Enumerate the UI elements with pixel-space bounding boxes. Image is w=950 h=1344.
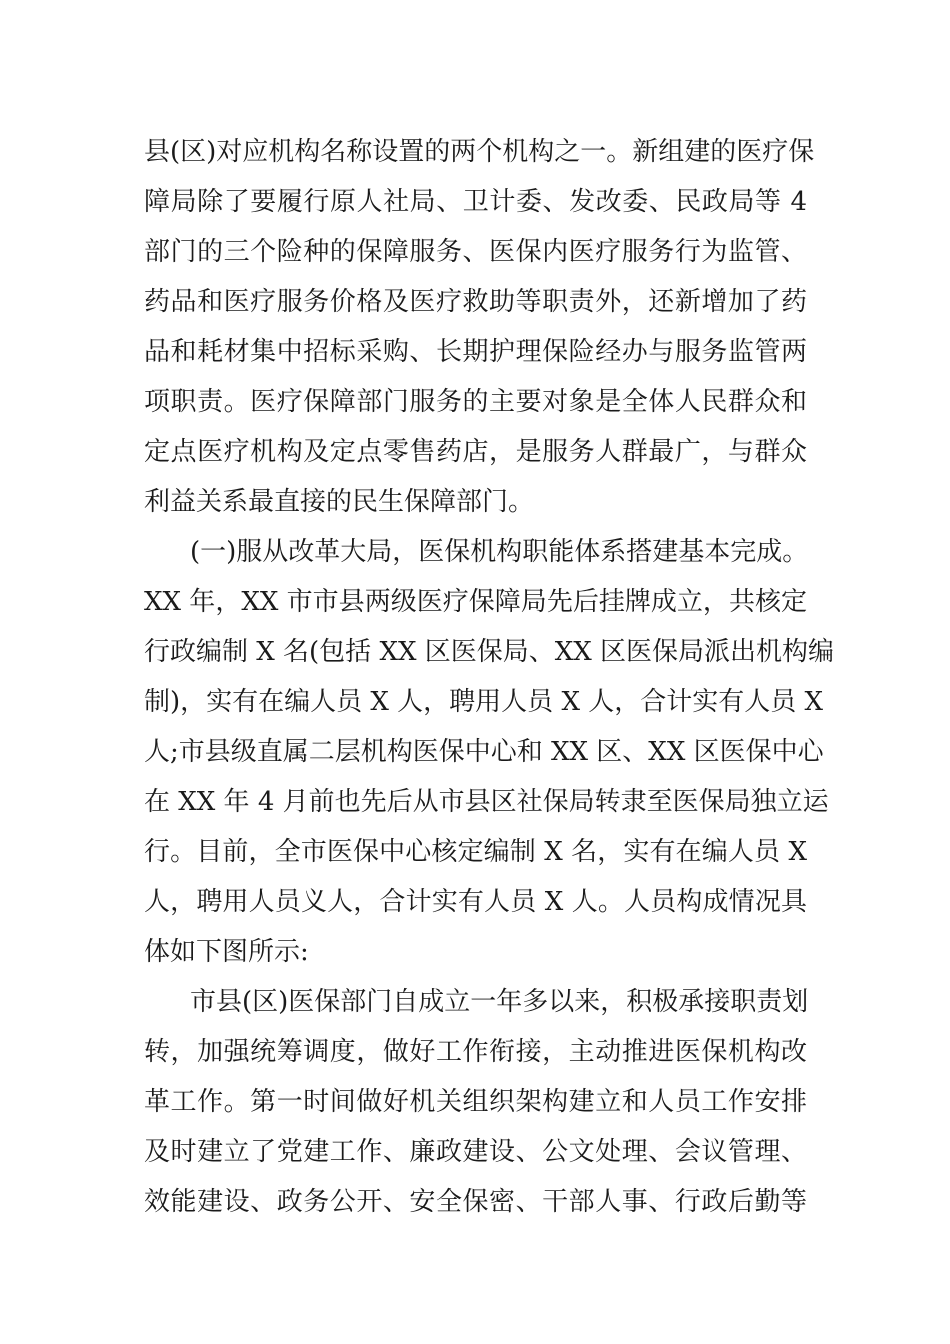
text-line: 制)，实有在编人员 X 人，聘用人员 X 人，合计实有人员 X	[144, 687, 823, 717]
text-line: 及时建立了党建工作、廉政建设、公文处理、会议管理、	[144, 1137, 807, 1167]
text-line: 人;市县级直属二层机构医保中心和 XX 区、XX 区医保中心	[144, 737, 824, 767]
text-line: 定点医疗机构及定点零售药店，是服务人群最广，与群众	[144, 437, 807, 467]
text-line: 品和耗材集中招标采购、长期护理保险经办与服务监管两	[144, 337, 807, 367]
text-line: 障局除了要履行原人社局、卫计委、发改委、民政局等 4	[144, 187, 807, 217]
text-line: 行政编制 X 名(包括 XX 区医保局、XX 区医保局派出机构编	[144, 637, 835, 667]
text-line: 项职责。医疗保障部门服务的主要对象是全体人民群众和	[144, 387, 807, 417]
text-line: 效能建设、政务公开、安全保密、干部人事、行政后勤等	[144, 1187, 807, 1217]
text-line: 行。目前，全市医保中心核定编制 X 名，实有在编人员 X	[144, 837, 807, 867]
text-line: 人，聘用人员义人，合计实有人员 X 人。人员构成情况具	[144, 887, 807, 917]
text-line: 在 XX 年 4 月前也先后从市县区社保局转隶至医保局独立运	[144, 787, 829, 817]
text-line: 市县(区)医保部门自成立一年多以来，积极承接职责划	[190, 987, 809, 1017]
text-line: 药品和医疗服务价格及医疗救助等职责外，还新增加了药	[144, 287, 807, 317]
text-line: 部门的三个险种的保障服务、医保内医疗服务行为监管、	[144, 237, 807, 267]
text-line: 县(区)对应机构名称设置的两个机构之一。新组建的医疗保	[144, 137, 815, 167]
text-line: 转，加强统筹调度，做好工作衔接，主动推进医保机构改	[144, 1037, 807, 1067]
text-line: XX 年，XX 市市县两级医疗保障局先后挂牌成立，共核定	[144, 587, 807, 617]
text-line: 革工作。第一时间做好机关组织架构建立和人员工作安排	[144, 1087, 807, 1117]
text-line: 利益关系最直接的民生保障部门。	[144, 487, 535, 517]
section-heading-line: (一)服从改革大局，医保机构职能体系搭建基本完成。	[190, 537, 809, 567]
text-line: 体如下图所示:	[144, 937, 309, 967]
